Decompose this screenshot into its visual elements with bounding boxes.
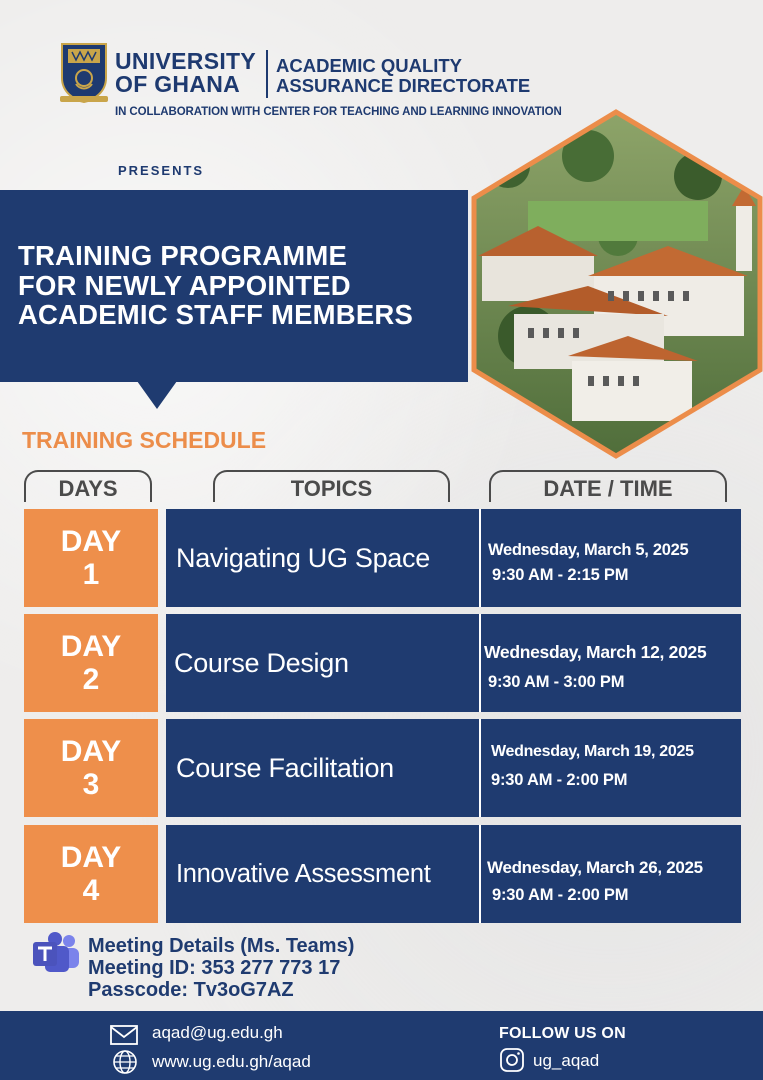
day-number: 2 xyxy=(82,663,100,696)
crest-icon xyxy=(58,40,110,104)
title-line3: ACADEMIC STAFF MEMBERS xyxy=(18,299,413,330)
schedule-heading: TRAINING SCHEDULE xyxy=(22,427,267,453)
topic: Navigating UG Space xyxy=(176,542,430,573)
column-header-days: DAYS xyxy=(24,470,152,502)
day-word: DAY xyxy=(60,525,122,558)
day-number: 3 xyxy=(82,768,100,801)
topic: Innovative Assessment xyxy=(176,859,431,888)
university-name xyxy=(115,50,256,96)
teams-icon xyxy=(33,932,81,974)
meeting-details xyxy=(88,935,354,1001)
date: Wednesday, March 12, 2025 xyxy=(484,642,707,662)
schedule-row-2 xyxy=(166,614,741,712)
topic: Course Design xyxy=(174,647,349,678)
schedule-row-1 xyxy=(166,509,741,607)
day-badge-3 xyxy=(24,719,158,817)
email-link[interactable]: aqad@ug.edu.gh xyxy=(152,1023,283,1042)
day-word: DAY xyxy=(60,735,122,768)
column-header-topics: TOPICS xyxy=(213,470,450,502)
instagram-icon[interactable] xyxy=(499,1047,525,1073)
day-word: DAY xyxy=(60,841,122,874)
time: 9:30 AM - 2:00 PM xyxy=(491,771,628,789)
directorate-name xyxy=(276,56,530,96)
university-line2: OF GHANA xyxy=(115,71,241,97)
day-number: 4 xyxy=(82,874,100,907)
directorate-line2: ASSURANCE DIRECTORATE xyxy=(276,75,531,96)
meeting-passcode: Passcode: Tv3oG7AZ xyxy=(88,979,294,1001)
topic: Course Facilitation xyxy=(176,752,394,783)
row-divider xyxy=(479,825,481,923)
globe-icon xyxy=(112,1049,138,1075)
presents-label: PRESENTS xyxy=(118,163,205,178)
title-banner-pointer xyxy=(137,381,177,409)
time: 9:30 AM - 2:00 PM xyxy=(492,886,629,904)
title-line2: FOR NEWLY APPOINTED xyxy=(18,269,351,301)
day-badge-2 xyxy=(24,614,158,712)
day-word: DAY xyxy=(60,630,122,663)
meeting-platform: Meeting Details (Ms. Teams) xyxy=(88,935,355,957)
time: 9:30 AM - 3:00 PM xyxy=(488,673,625,691)
follow-us-label: FOLLOW US ON xyxy=(499,1025,626,1042)
university-line1: UNIVERSITY xyxy=(115,48,257,74)
date: Wednesday, March 26, 2025 xyxy=(487,858,703,877)
campus-photo xyxy=(468,106,763,462)
day-badge-4 xyxy=(24,825,158,923)
website-link[interactable]: www.ug.edu.gh/aqad xyxy=(152,1052,311,1071)
directorate-line1: ACADEMIC QUALITY xyxy=(276,55,463,76)
row-divider xyxy=(479,614,481,712)
schedule-row-4 xyxy=(166,825,741,923)
day-badge-1 xyxy=(24,509,158,607)
date: Wednesday, March 19, 2025 xyxy=(491,743,694,760)
row-divider xyxy=(479,509,481,607)
schedule-row-3 xyxy=(166,719,741,817)
date: Wednesday, March 5, 2025 xyxy=(488,541,689,559)
page-title xyxy=(18,241,458,330)
day-number: 1 xyxy=(82,558,100,591)
time: 9:30 AM - 2:15 PM xyxy=(492,566,629,584)
row-divider xyxy=(479,719,481,817)
instagram-handle[interactable]: ug_aqad xyxy=(533,1051,600,1070)
meeting-id: Meeting ID: 353 277 773 17 xyxy=(88,957,341,979)
collaboration-text: IN COLLABORATION WITH CENTER FOR TEACHING AND LEARNING INNOVATION xyxy=(115,106,562,118)
title-line1: TRAINING PROGRAMME xyxy=(18,240,348,271)
mail-icon xyxy=(110,1024,138,1046)
header-divider xyxy=(266,50,268,98)
column-header-datetime: DATE / TIME xyxy=(489,470,727,502)
